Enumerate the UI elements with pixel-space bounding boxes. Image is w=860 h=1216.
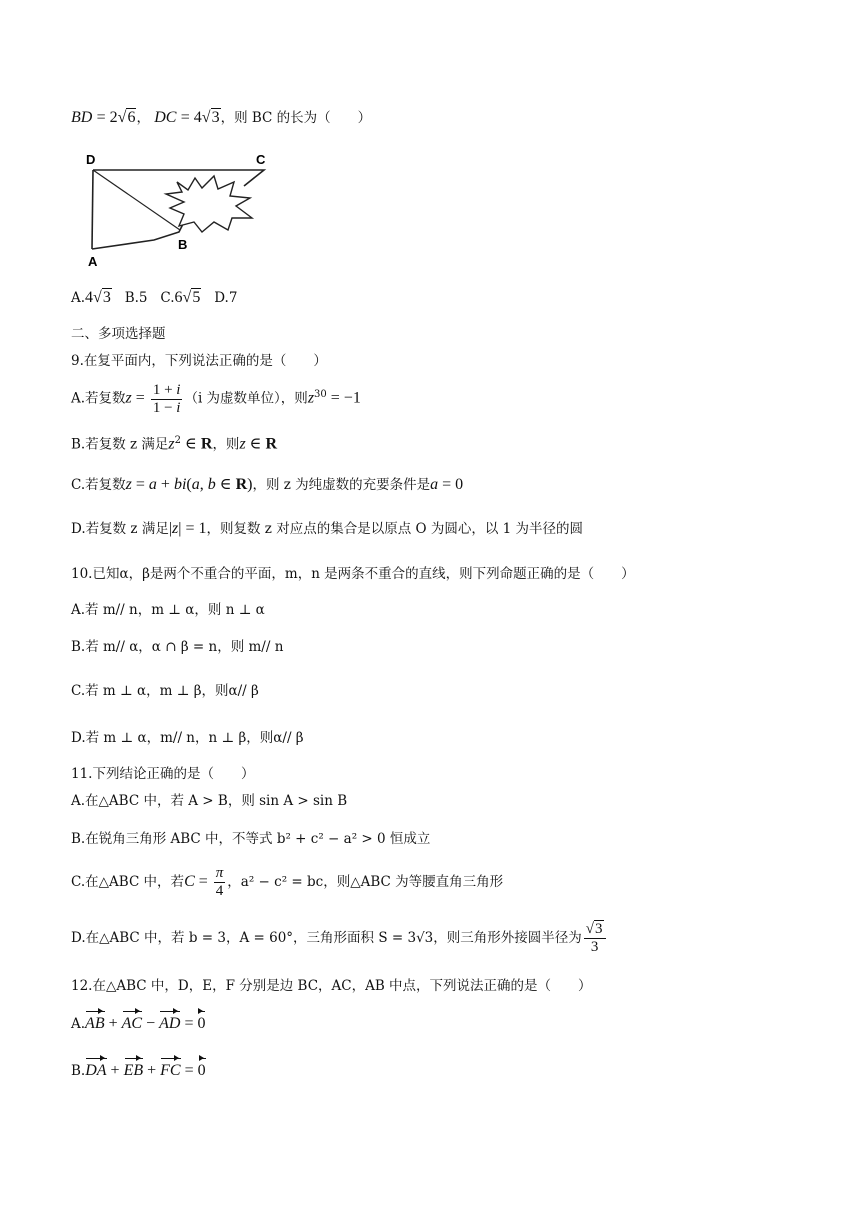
q12-stem: 12.在△ABC 中，D，E，F 分别是边 BC，AC，AB 中点，下列说法正确的是（ ） (71, 978, 592, 994)
q10-option-d: D.若 m ⊥ α，m// n，n ⊥ β，则α// β (71, 730, 304, 746)
q10-option-a: A.若 m// n，m ⊥ α，则 n ⊥ α (71, 602, 265, 618)
torn-region (166, 176, 252, 232)
q8-options: A.4√3 B.5 C.6√5 D.7 (71, 289, 238, 306)
label-c: C (256, 152, 266, 167)
section-heading: 二、多项选择题 (71, 326, 166, 342)
q11-option-c: C.在△ABC 中，若C = $\frac{\pi}{4}$ ，a² − c² = bc，则△ABC 为等腰直角三角形 (71, 865, 504, 899)
q11-option-b: B.在锐角三角形 ABC 中，不等式 b² + c² − a² > 0 恒成立 (71, 831, 431, 847)
q12-option-a: A.AB + AC − AD = 0 (71, 1012, 205, 1036)
q9-stem: 9.在复平面内，下列说法正确的是（ ） (71, 353, 327, 369)
q10-stem: 10.已知α，β是两个不重合的平面，m，n 是两条不重合的直线，则下列命题正确的是（ ） (71, 566, 635, 582)
q9-option-d: D.若复数 z 满足|z| = 1，则复数 z 对应点的集合是以原点 O 为圆心，以 1 为半径的圆 (71, 520, 584, 537)
label-b: B (178, 237, 188, 252)
q11-stem: 11.下列结论正确的是（ ） (71, 766, 255, 782)
q9-option-c: C.若复数z = a + bi(a, b ∈ R)，则 z 为纯虚数的充要条件是a = 0 (71, 476, 464, 493)
q8-figure (84, 148, 284, 272)
q12-option-b: B.DA + EB + FC = 0 (71, 1059, 206, 1083)
q10-option-c: C.若 m ⊥ α，m ⊥ β，则α// β (71, 683, 259, 699)
diagonal-d-b (93, 170, 180, 230)
edge-d-a (92, 170, 93, 249)
q9-option-b: B.若复数 z 满足$z^2$ ∈ R，则z ∈ R (71, 435, 278, 453)
edge-a-b (92, 222, 184, 249)
q11-option-d: D.在△ABC 中，若 b = 3，A = 60°，三角形面积 S = 3√3，则三角形外接圆半径为 $\frac{√3}{3}$ (71, 918, 608, 958)
q8-given-line: BD = 2√6， DC = 4√3，则 BC 的长为（ ） (71, 109, 372, 126)
label-d: D (86, 152, 96, 167)
q11-option-a: A.在△ABC 中，若 A > B，则 sin A > sin B (71, 793, 348, 809)
q9-option-a: A.若复数z = $\frac{1 + i}{1 - i}$ （i 为虚数单位），则$z^{30} = -1$ (71, 381, 361, 416)
q10-option-b: B.若 m// α，α ∩ β = n，则 m// n (71, 639, 284, 655)
q8-question: ，则 BC 的长为（ ） (220, 110, 372, 126)
label-a: A (88, 254, 98, 269)
